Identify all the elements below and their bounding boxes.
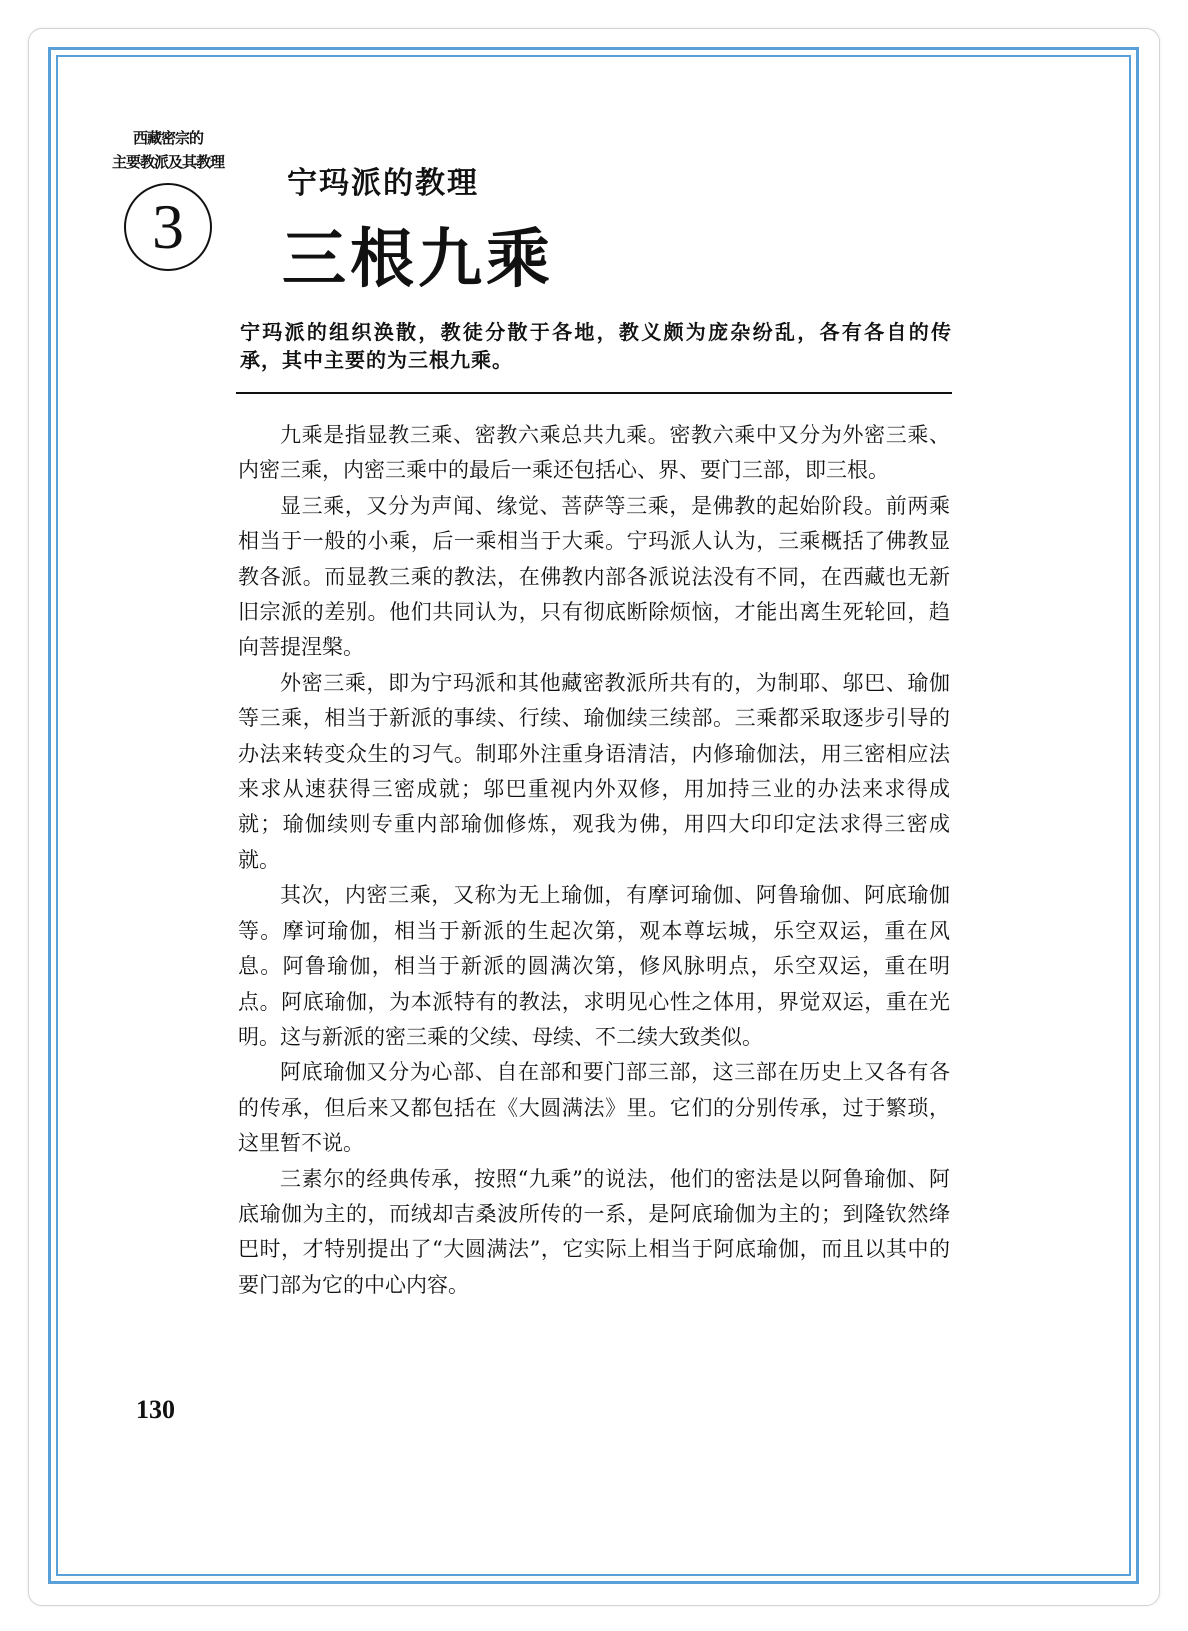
paragraph: 其次，内密三乘，又称为无上瑜伽，有摩诃瑜伽、阿鲁瑜伽、阿底瑜伽等。摩诃瑜伽，相当于新派的生起次第，观本尊坛城，乐空双运，重在风息。阿鲁瑜伽，相当于新派的圆满次第，修风脉明点，乐空双运，重在明点。阿底瑜伽，为本派特有的教法，求明见心性之体用，界觉双运，重在光明。这与新派的密三乘的父续、母续、不二续大致类似。 bbox=[238, 883, 950, 1049]
body-text bbox=[238, 418, 950, 1303]
paragraph: 三素尔的经典传承，按照“九乘”的说法，他们的密法是以阿鲁瑜伽、阿底瑜伽为主的，而绒却吉桑波所传的一系，是阿底瑜伽为主的；到隆钦然绛巴时，才特别提出了“大圆满法”，它实际上相当于阿底瑜伽，而且以其中的要门部为它的中心内容。 bbox=[238, 1166, 950, 1297]
divider bbox=[236, 392, 952, 394]
paragraph: 阿底瑜伽又分为心部、自在部和要门部三部，这三部在历史上又各有各的传承，但后来又都包括在《大圆满法》里。它们的分别传承，过于繁琐，这里暂不说。 bbox=[238, 1060, 950, 1156]
paragraph: 外密三乘，即为宁玛派和其他藏密教派所共有的，为制耶、邬巴、瑜伽等三乘，相当于新派的事续、行续、瑜伽续三续部。三乘都采取逐步引导的办法来转变众生的习气。制耶外注重身语清洁，内修瑜伽法，用三密相应法来求从速获得三密成就；邬巴重视内外双修，用加持三业的办法来求得成就；瑜伽续则专重内部瑜伽修炼，观我为佛，用四大印印定法求得三密成就。 bbox=[238, 670, 950, 872]
series-label-line2: 主要教派及其教理 bbox=[111, 153, 224, 171]
chapter-number: 3 bbox=[152, 191, 184, 262]
paragraph: 九乘是指显教三乘、密教六乘总共九乘。密教六乘中又分为外密三乘、内密三乘，内密三乘中的最后一乘还包括心、界、要门三部，即三根。 bbox=[238, 423, 950, 483]
page-number: 130 bbox=[136, 1395, 175, 1424]
chapter-number-badge bbox=[124, 183, 212, 271]
paragraph: 显三乘，又分为声闻、缘觉、菩萨等三乘，是佛教的起始阶段。前两乘相当于一般的小乘，后一乘相当于大乘。宁玛派人认为，三乘概括了佛教显教各派。而显教三乘的教法，在佛教内部各派说法没有不同，在西藏也无新旧宗派的差别。他们共同认为，只有彻底断除烦恼，才能出离生死轮回，趋向菩提涅槃。 bbox=[238, 493, 950, 660]
series-label-line1: 西藏密宗的 bbox=[132, 129, 203, 147]
series-label bbox=[108, 126, 228, 174]
abstract: 宁玛派的组织涣散，教徒分散于各地，教义颇为庞杂纷乱，各有各自的传承，其中主要的为三根九乘。 bbox=[240, 320, 952, 372]
section-subtitle: 宁玛派的教理 bbox=[287, 166, 479, 201]
section-title: 三根九乘 bbox=[282, 223, 554, 297]
